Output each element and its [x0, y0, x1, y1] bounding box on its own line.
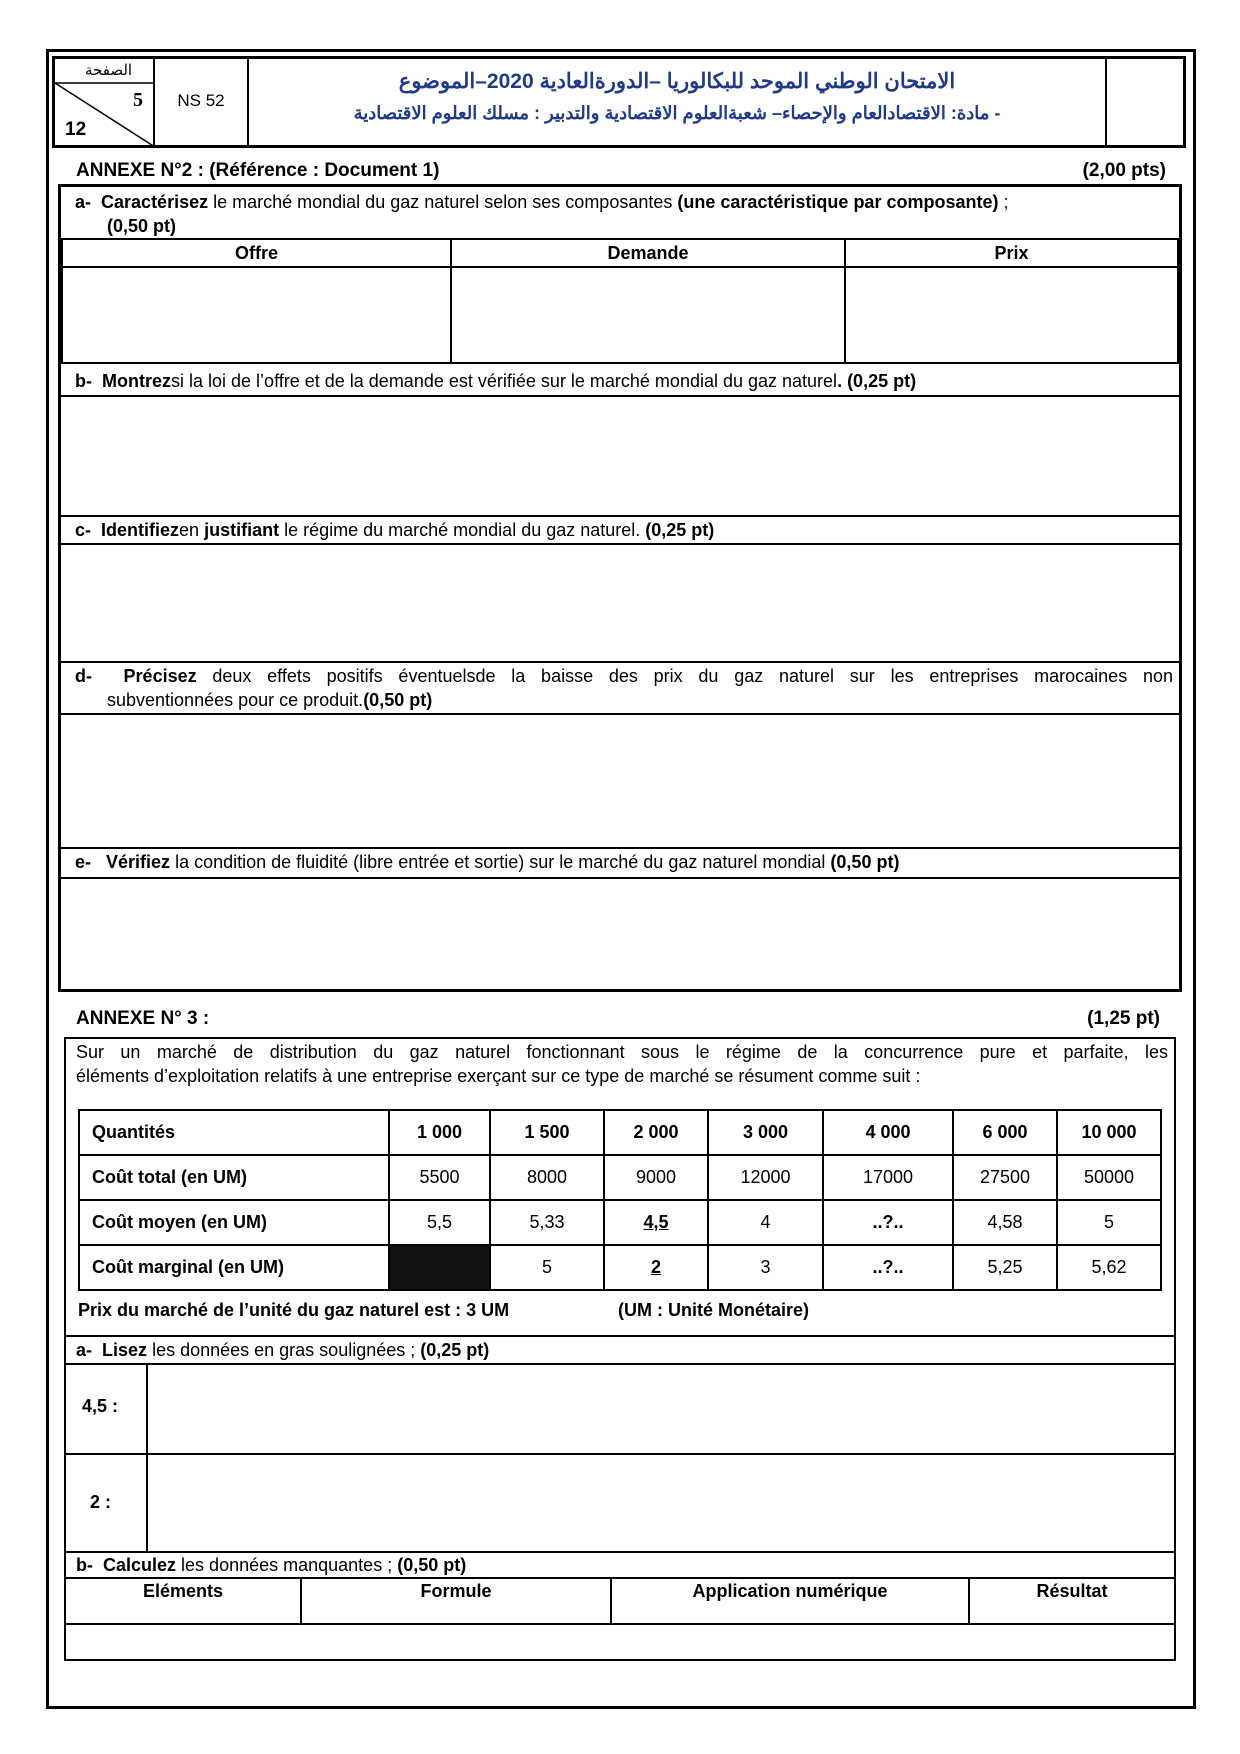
exam-header	[52, 56, 1186, 148]
calculation-table	[64, 1577, 1176, 1625]
col-elements: Eléments	[65, 1578, 301, 1624]
question-3b: b- Calculez les données manquantes ; (0,50 pt)	[76, 1555, 467, 1575]
annexe3-title: ANNEXE N° 3 :	[76, 1008, 210, 1029]
exam-subject: - مادة: الاقتصادالعام والإحصاء– شعبةالعلوم الاقتصادية والتدبير : مسلك العلوم الاقتصادية	[353, 103, 1001, 123]
annexe2-points: (2,00 pts)	[1082, 160, 1166, 181]
missing-cout-marginal[interactable]: ..?..	[823, 1245, 953, 1290]
cost-table	[78, 1109, 1162, 1291]
characteristics-table	[61, 238, 1179, 364]
question-2b: b- Montrezsi la loi de l’offre et de la demande est vérifiée sur le marché mondial du gaz naturel. (0,25 pt)	[75, 371, 917, 391]
page-total: 12	[65, 119, 87, 140]
row-quantites: Quantités 1 000 1 500 2 000 3 000 4 000 6 000 10 000	[79, 1110, 1161, 1155]
question-2d-continued: subventionnées pour ce produit.(0,50 pt)	[107, 690, 433, 710]
row-cout-moyen: Coût moyen (en UM) 5,5 5,33 4,5 4 ..?.. 4,58 5	[79, 1200, 1161, 1245]
divider	[66, 1335, 1174, 1337]
page-label: الصفحة	[85, 62, 133, 79]
row-cout-total: Coût total (en UM) 5500 8000 9000 12000 17000 27500 50000	[79, 1155, 1161, 1200]
question-2a-points: (0,50 pt)	[107, 216, 177, 236]
answer-4-5[interactable]	[148, 1365, 1174, 1453]
unit-note: (UM : Unité Monétaire)	[618, 1300, 809, 1320]
intro-line-2: éléments d’exploitation relatifs à une entreprise exerçant sur ce type de marché se résument comme suit :	[76, 1066, 921, 1086]
annexe3-box	[64, 1037, 1176, 1661]
answer-demande[interactable]	[451, 267, 845, 363]
code-cell	[155, 59, 249, 145]
annexe2-box	[58, 184, 1182, 992]
annexe3-points: (1,25 pt)	[1087, 1008, 1160, 1029]
page-number-cell	[55, 59, 155, 145]
answer-label-4-5: 4,5 :	[82, 1396, 119, 1416]
exam-code: NS 52	[177, 91, 225, 110]
answer-2d[interactable]	[61, 715, 1179, 847]
missing-cout-moyen[interactable]: ..?..	[823, 1200, 953, 1245]
col-demande: Demande	[451, 239, 845, 267]
answer-2b[interactable]	[61, 397, 1179, 515]
blacked-out-cell	[389, 1245, 490, 1290]
highlight-cout-moyen: 4,5	[604, 1200, 708, 1245]
page-current: 5	[133, 89, 143, 111]
answer-offre[interactable]	[62, 267, 451, 363]
intro-line-1: Sur un marché de distribution du gaz naturel fonctionnant sous le régime de la concurrence pure et parfaite, les	[76, 1042, 1168, 1062]
annexe2-title: ANNEXE N°2 : (Référence : Document 1)	[76, 160, 440, 181]
answer-prix[interactable]	[845, 267, 1178, 363]
exam-title: الامتحان الوطني الموحد للبكالوريا –الدورةالعادية 2020–الموضوع	[398, 70, 956, 93]
divider	[61, 515, 1179, 517]
answer-2[interactable]	[148, 1455, 1174, 1551]
col-offre: Offre	[62, 239, 451, 267]
question-2e: e- Vérifiez la condition de fluidité (libre entrée et sortie) sur le marché du gaz naturel mondial (0,50 pt)	[75, 852, 900, 872]
highlight-cout-marginal: 2	[604, 1245, 708, 1290]
question-3a: a- Lisez les données en gras soulignées ; (0,25 pt)	[76, 1340, 490, 1360]
answer-label-2: 2 :	[90, 1492, 112, 1512]
question-2c: c- Identifiezen justifiant le régime du marché mondial du gaz naturel. (0,25 pt)	[75, 520, 715, 540]
answer-2c[interactable]	[61, 545, 1179, 661]
price-note: Prix du marché de l’unité du gaz naturel est : 3 UM	[78, 1300, 510, 1320]
col-formule: Formule	[301, 1578, 611, 1624]
row-cout-marginal: Coût marginal (en UM) 5 2 3 ..?.. 5,25 5,62	[79, 1245, 1161, 1290]
divider	[61, 847, 1179, 849]
question-2d: d- Précisez deux effets positifs éventuelsde la baisse des prix du gaz naturel sur les entreprises marocaines non	[75, 666, 1173, 686]
divider	[61, 661, 1179, 663]
col-resultat: Résultat	[969, 1578, 1175, 1624]
col-prix: Prix	[845, 239, 1178, 267]
col-application: Application numérique	[611, 1578, 969, 1624]
answer-2e[interactable]	[61, 879, 1179, 989]
divider	[66, 1551, 1174, 1553]
title-cell	[249, 59, 1107, 145]
question-2a: a- Caractérisez le marché mondial du gaz naturel selon ses composantes (une caractéristique par composante) ;	[75, 192, 1009, 212]
